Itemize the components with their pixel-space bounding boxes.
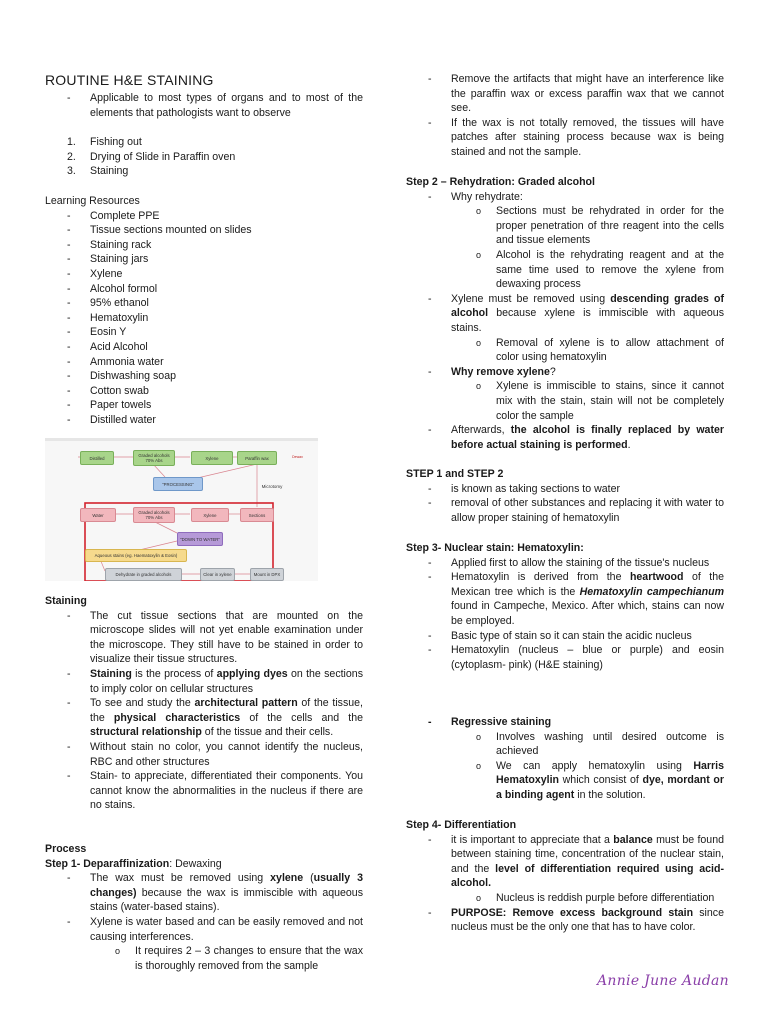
step2-section [406, 175, 724, 452]
list-item: - Hematoxylin (nucleus – blue or purple) and eosin (cytoplasm- pink) (H&E staining) [406, 643, 724, 672]
list-item: - If the wax is not totally removed, the tissues will have patches after staining process because wax is being stained and not the sample. [406, 116, 724, 160]
box-clear-xylene: Clear in xylene [200, 568, 235, 581]
staining-heading: Staining [45, 595, 87, 607]
list-item: - The wax must be removed using xylene (usually 3 changes) because the wax is immiscible with aqueous stains (water-based stains). [45, 871, 363, 915]
box-down-to-water: "DOWN TO WATER" [177, 532, 223, 546]
sub-list-item: o Xylene is immiscible to stains, since it cannot mix with the stain, stain will not be completely color the sample [406, 379, 724, 423]
list-item: - Hematoxylin [45, 311, 363, 326]
process-heading: Process [45, 843, 87, 855]
dewax-continued [406, 72, 724, 160]
box-xylene-down: Xylene [191, 508, 229, 522]
list-item: 2. Drying of Slide in Paraffin oven [67, 150, 236, 163]
list-item: - Regressive staining [406, 715, 724, 730]
list-item: - Why rehydrate: [406, 190, 724, 205]
box-sections: Sections [240, 508, 274, 522]
step1-2-section [406, 467, 724, 525]
box-dehydrate: Dehydrate in graded alcohols [105, 568, 182, 581]
list-item: - Ammonia water [45, 355, 363, 370]
learning-resources [45, 194, 363, 428]
list-item: - Acid Alcohol [45, 340, 363, 355]
step1-heading: Step 1- Deparaffinization: Dewaxing [45, 857, 222, 870]
list-item: - Paper towels [45, 398, 363, 413]
list-item: - Without stain no color, you cannot identify the nucleus, RBC and other structures [45, 740, 363, 769]
list-item: - is known as taking sections to water [406, 482, 724, 497]
list-item: - Afterwards, the alcohol is finally replaced by water before actual staining is performed. [406, 423, 724, 452]
box-distilled: Distilled [80, 451, 114, 465]
list-item: - Staining is the process of applying dyes on the sections to imply color on cellular structures [45, 667, 363, 696]
diagram-tag: Dewax [292, 454, 303, 459]
list-item: - Xylene [45, 267, 363, 282]
box-graded-alcohols-down: Graded alcohols 70% Abs [133, 507, 175, 523]
box-mount-dpx: Mount in DPX [250, 568, 284, 581]
box-graded-alcohols: Graded alcohols 70% Abs [133, 450, 175, 466]
list-item: - Xylene must be removed using descending grades of alcohol because xylene is immiscible with aqueous stains. [406, 292, 724, 336]
list-item: - To see and study the architectural pattern of the tissue, the physical characteristics of the cells and the structural relationship of the tissue and their cells. [45, 696, 363, 740]
list-item: 3. Staining [67, 165, 129, 178]
author-signature: Annie June Audan [597, 973, 729, 989]
page-title: ROUTINE H&E STAINING [45, 72, 214, 88]
list-item: - Complete PPE [45, 209, 363, 224]
label-microtomy: Microtomy [261, 483, 283, 489]
step4-section [406, 818, 724, 935]
learning-title: Learning Resources [45, 195, 140, 207]
step3-heading: Step 3- Nuclear stain: Hematoxylin: [406, 542, 584, 554]
step2-heading: Step 2 – Rehydration: Graded alcohol [406, 176, 595, 188]
sub-list-item: o Involves washing until desired outcome is achieved [406, 730, 724, 759]
step12-heading: STEP 1 and STEP 2 [406, 468, 504, 480]
box-xylene: Xylene [191, 451, 233, 465]
list-item: - Dishwashing soap [45, 369, 363, 384]
box-aqueous-stains: Aqueous stains (eg. Haematoxylin & Eosin) [85, 549, 187, 562]
step4-heading: Step 4- Differentiation [406, 819, 517, 831]
list-item: - Cotton swab [45, 384, 363, 399]
list-item: - Tissue sections mounted on slides [45, 223, 363, 238]
sub-list-item: o We can apply hematoxylin using Harris Hematoxylin which consist of dye, mordant or a binding agent in the solution. [406, 759, 724, 803]
regressive-section [406, 715, 724, 803]
list-item: - Hematoxylin is derived from the heartwood of the Mexican tree which is the Hematoxylin campechianum found in Campeche, Mexico. After which, stains can now be employed. [406, 570, 724, 628]
list-item: - Distilled water [45, 413, 363, 428]
list-item: - PURPOSE: Remove excess background stain since nucleus must be the only one that has to have color. [406, 906, 724, 935]
sub-list-item: o Nucleus is reddish purple before differentiation [406, 891, 724, 906]
step3-section [406, 541, 724, 672]
list-item: - Stain- to appreciate, differentiated their components. You cannot know the abnormalities in the nucleus if there are no stains. [45, 769, 363, 813]
sub-list-item: o It requires 2 – 3 changes to ensure that the wax is thoroughly removed from the sample [45, 944, 363, 973]
list-item: - it is important to appreciate that a balance must be found between staining time, concentration of the nuclear stain, and the level of differentiation required using acid- alcohol. [406, 833, 724, 891]
numbered-list [45, 135, 363, 179]
intro-text: - Applicable to most types of organs and to most of the elements that pathologists want to observe [45, 91, 363, 120]
list-item: - removal of other substances and replacing it with water to allow proper staining of hematoxylin [406, 496, 724, 525]
list-item: - Eosin Y [45, 325, 363, 340]
list-item: - Staining jars [45, 252, 363, 267]
processing-flow-diagram [45, 438, 318, 581]
process-section [45, 842, 363, 973]
list-item: - Alcohol formol [45, 282, 363, 297]
box-paraffin-wax: Paraffin wax [237, 451, 277, 465]
list-item: - Basic type of stain so it can stain the acidic nucleus [406, 629, 724, 644]
box-water: Water [80, 508, 116, 522]
list-item: - Xylene is water based and can be easily removed and not causing interferences. [45, 915, 363, 944]
box-processing: "PROCESSING" [153, 477, 203, 491]
list-item: - Remove the artifacts that might have an interference like the paraffin wax or excess paraffin wax that we cannot see. [406, 72, 724, 116]
sub-list-item: o Removal of xylene is to allow attachment of color using hematoxylin [406, 336, 724, 365]
sub-list-item: o Alcohol is the rehydrating reagent and at the same time used to remove the xylene from dewaxing process [406, 248, 724, 292]
staining-section [45, 594, 363, 813]
list-item: - Why remove xylene? [406, 365, 724, 380]
intro-section [45, 91, 363, 120]
sub-list-item: o Sections must be rehydrated in order for the proper penetration of thre reagent into the cells and tissue elements [406, 204, 724, 248]
list-item: - Applied first to allow the staining of the tissue's nucleus [406, 556, 724, 571]
list-item: - 95% ethanol [45, 296, 363, 311]
list-item: - Staining rack [45, 238, 363, 253]
list-item: 1. Fishing out [67, 136, 142, 148]
list-item: - The cut tissue sections that are mounted on the microscope slides will not yet enable examination under the microscope. They still have to be stained in order to visualize their tissue structures. [45, 609, 363, 667]
